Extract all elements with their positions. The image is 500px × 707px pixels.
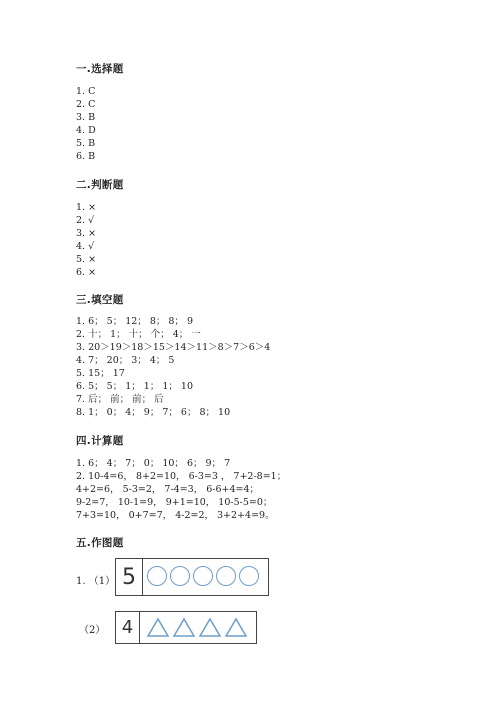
answer-line: 4. √ [76, 241, 95, 252]
circle-shape [193, 566, 213, 586]
triangle-shape [226, 619, 246, 636]
answer-line: 4+2=6， 5-3=2， 7-4=3， 6-6+4=4； [76, 484, 260, 495]
answer-line: 3. B [76, 112, 96, 123]
drawing-question-label: （2） [79, 625, 106, 636]
circle-shape [216, 566, 236, 586]
answer-line: 6. × [76, 267, 97, 278]
answer-line: 7+3=10， 0+7=7， 4-2=2， 3+2+4=9。 [76, 510, 275, 521]
circle-shape [170, 566, 190, 586]
answer-line: 5. 15； 17 [76, 368, 125, 379]
answer-line: 8. 1； 0； 4； 9； 7； 6； 8； 10 [76, 407, 231, 418]
answer-line: 4. D [76, 125, 96, 136]
answer-line: 1. 6； 5； 12； 8； 8； 9 [76, 316, 193, 327]
drawing-box-circles [115, 558, 269, 596]
answer-line: 3. 20＞19＞18＞15＞14＞11＞8＞7＞6＞4 [76, 342, 271, 353]
answer-line: 5. B [76, 138, 96, 149]
answer-line: 4. 7； 20； 3； 4； 5 [76, 355, 175, 366]
answer-line: 5. × [76, 254, 97, 265]
section-heading-drawing: 五.作图题 [76, 537, 124, 549]
triangle-shape [174, 619, 194, 636]
triangle-shape [200, 619, 220, 636]
answer-line: 1. C [76, 86, 96, 97]
drawing-question-label: 1. （1） [76, 576, 116, 587]
answer-line: 1. 6； 4； 7； 0； 10； 6； 9； 7 [76, 458, 231, 469]
answer-line: 2. 十； 1； 十； 个； 4； 一 [76, 329, 201, 340]
answer-line: 6. B [76, 151, 96, 162]
section-heading-calculation: 四.计算题 [76, 435, 124, 447]
section-heading-fill-blank: 三.填空题 [76, 294, 124, 306]
drawing-box-triangles [115, 611, 257, 644]
drawing-number: 4 [116, 612, 140, 643]
answer-line: 3. × [76, 228, 97, 239]
answer-line: 6. 5； 5； 1； 1； 1； 10 [76, 381, 193, 392]
answer-line: 1. × [76, 202, 97, 213]
answer-line: 7. 后； 前； 前； 后 [76, 394, 164, 405]
section-heading-choice: 一.选择题 [76, 63, 124, 75]
answer-line: 2. 10-4=6， 8+2=10， 6-3=3 ， 7+2-8=1； [76, 471, 287, 482]
circle-shape [239, 566, 259, 586]
answer-line: 9-2=7， 10-1=9， 9+1=10， 10-5-5=0； [76, 497, 273, 508]
answer-line: 2. C [76, 99, 96, 110]
circle-shape [147, 566, 167, 586]
drawing-number: 5 [116, 559, 143, 595]
triangle-shape [148, 619, 168, 636]
answer-line: 2. √ [76, 215, 95, 226]
triangle-row [141, 612, 255, 643]
section-heading-judgement: 二.判断题 [76, 179, 124, 191]
